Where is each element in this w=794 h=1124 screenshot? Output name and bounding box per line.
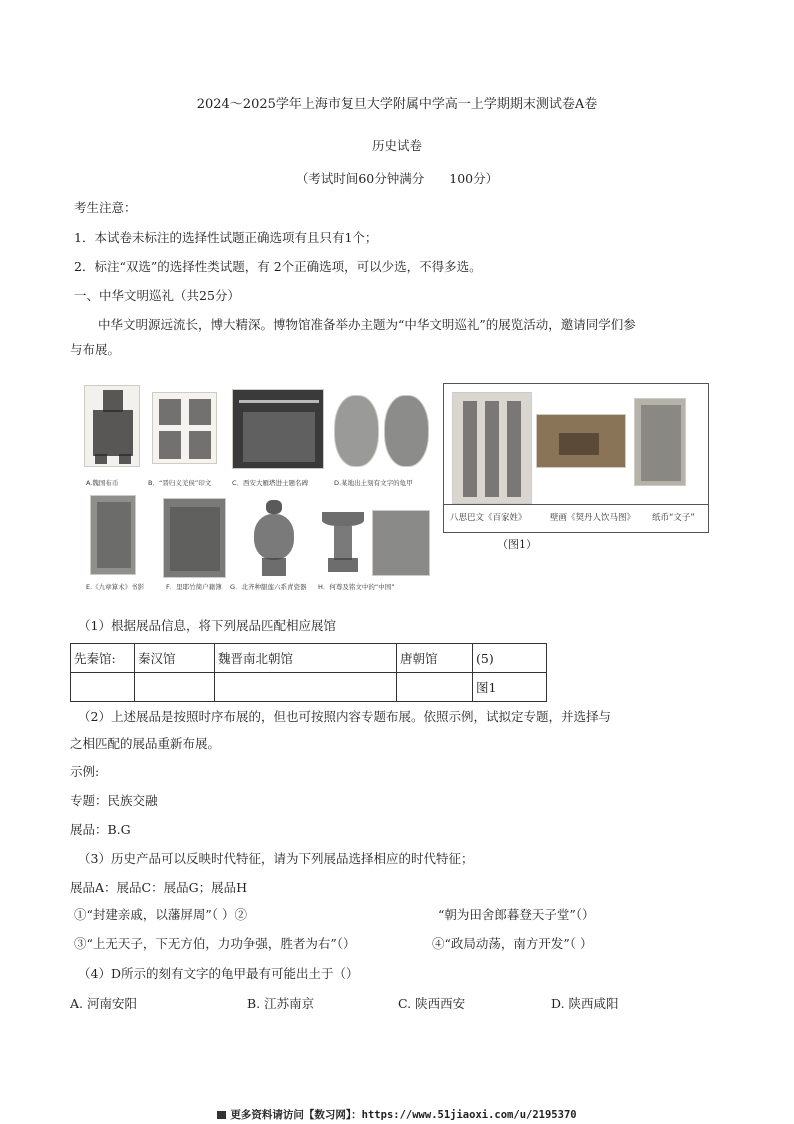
table-cell: [71, 673, 135, 702]
exhibit-e-image: [90, 495, 136, 575]
q2-topic: 专题：民族交融: [70, 793, 158, 808]
q4-option-a: A. 河南安阳: [70, 996, 137, 1011]
table-cell: 图1: [473, 673, 547, 702]
section-heading: 一、中华文明巡礼（共25分）: [74, 288, 240, 303]
q1-text: （1）根据展品信息，将下列展品匹配相应展馆: [78, 618, 336, 633]
exhibit-b-image: [152, 392, 217, 464]
q2-line2: 之相匹配的展品重新布展。: [70, 736, 221, 751]
q3-option-3: ③“上无天子，下无方伯，力功争强，胜者为右”（）: [74, 936, 356, 951]
table-cell: [397, 673, 473, 702]
exhibit-d-image-1: [334, 395, 379, 467]
q2-line1: （2）上述展品是按照时序布展的，但也可按照内容专题布展。依照示例，试拟定专题，并选择与: [78, 709, 611, 724]
exhibit-a-image: [84, 385, 140, 467]
q3-option-4: ④“政局动荡，南方开发”（ ）: [432, 936, 593, 951]
figure-1-photo-2: [536, 414, 626, 468]
exhibit-g-caption: G．北齐种龈莲六系青瓷器: [230, 583, 307, 591]
figure-1-caption-3: 纸币“文子”: [652, 513, 695, 523]
table-cell: [215, 673, 397, 702]
table-cell: (5): [473, 644, 547, 673]
exhibit-f-caption: F．里耶竹简户籍簿: [166, 583, 222, 591]
q2-example: 示例:: [70, 764, 100, 779]
exhibit-h-image-2: [372, 510, 430, 576]
figure-1-photo-3: [634, 398, 686, 486]
figure-1-divider: [444, 504, 708, 505]
exhibit-d-image-2: [384, 395, 429, 467]
q4-text: （4）D所示的刻有文字的龟甲最有可能出土于（）: [78, 966, 359, 981]
exam-subject: 历史试卷: [371, 138, 422, 153]
exhibit-e-caption: E.《九章算术》书影: [86, 583, 145, 591]
exam-title: 2024～2025学年上海市复旦大学附属中学高一上学期期末测试卷A卷: [196, 97, 598, 112]
q3-option-1: ①“封建亲戚，以藩屏周”（ ）②: [74, 907, 248, 922]
q3-text: （3）历史产品可以反映时代特征，请为下列展品选择相应的时代特征；: [78, 851, 474, 866]
q4-option-b: B. 江苏南京: [247, 996, 315, 1011]
section-intro-line1: 中华文明源远流长，博大精深。博物馆准备举办主题为“中华文明巡礼”的展览活动，邀请同学们参: [98, 317, 636, 332]
footer-link-text[interactable]: 更多资料请访问【数习网】：https://www.51jiaoxi.com/u/2195370: [230, 1109, 577, 1121]
footer: [0, 1107, 794, 1122]
q4-option-d: D. 陕西咸阳: [551, 996, 619, 1011]
notice-item-1: 1．本试卷未标注的选择性试题正确选项有且只有1个；: [74, 230, 378, 245]
figure-1-caption-2: 壁画《契丹人饮马图》: [550, 513, 636, 523]
figure-1: [443, 383, 709, 533]
exhibit-d-caption: D.某地出土刻有文字的龟甲: [334, 479, 413, 487]
exhibit-g-image: [248, 500, 300, 578]
notice-heading: 考生注意：: [74, 200, 137, 215]
notice-item-2: 2．标注“双选”的选择性类试题，有 2个正确选项，可以少选，不得多选。: [74, 259, 482, 274]
q2-items: 展品：B.G: [70, 822, 131, 837]
section-intro-line2: 与布展。: [70, 342, 121, 357]
figure-1-caption-1: 八思巴文《百家姓》: [450, 513, 527, 523]
table-cell: [135, 673, 215, 702]
table-cell: 先秦馆:: [71, 644, 135, 673]
table-cell: 唐朝馆: [397, 644, 473, 673]
exhibit-h-caption: H．何尊及铭文中的“中国”: [318, 583, 395, 591]
q3-option-2: “朝为田舍郎暮登天子堂”（）: [438, 907, 595, 922]
figure-1-photo-1: [452, 392, 532, 504]
table-cell: 秦汉馆: [135, 644, 215, 673]
exhibit-f-image: [163, 498, 226, 578]
table-row: [71, 673, 547, 702]
exhibit-a-caption: A.魏国布币: [86, 479, 119, 487]
table-row: [71, 644, 547, 673]
q3-items: 展品A：展品C：展品G；展品H: [70, 880, 247, 895]
table-cell: 魏晋南北朝馆: [215, 644, 397, 673]
exhibit-c-image: [232, 389, 324, 469]
q4-option-c: C. 陕西西安: [398, 996, 466, 1011]
exhibit-b-caption: B．“晋归义羌侯”印文: [148, 479, 212, 487]
exam-info: （考试时间60分钟满分 100分）: [295, 171, 499, 186]
match-table: [70, 643, 547, 702]
flag-icon: [217, 1111, 226, 1119]
figure-1-label: （图1）: [497, 538, 537, 551]
exhibit-c-caption: C．西安大雁塔进士题名碑: [232, 479, 309, 487]
exhibit-h-image-1: [322, 512, 364, 574]
